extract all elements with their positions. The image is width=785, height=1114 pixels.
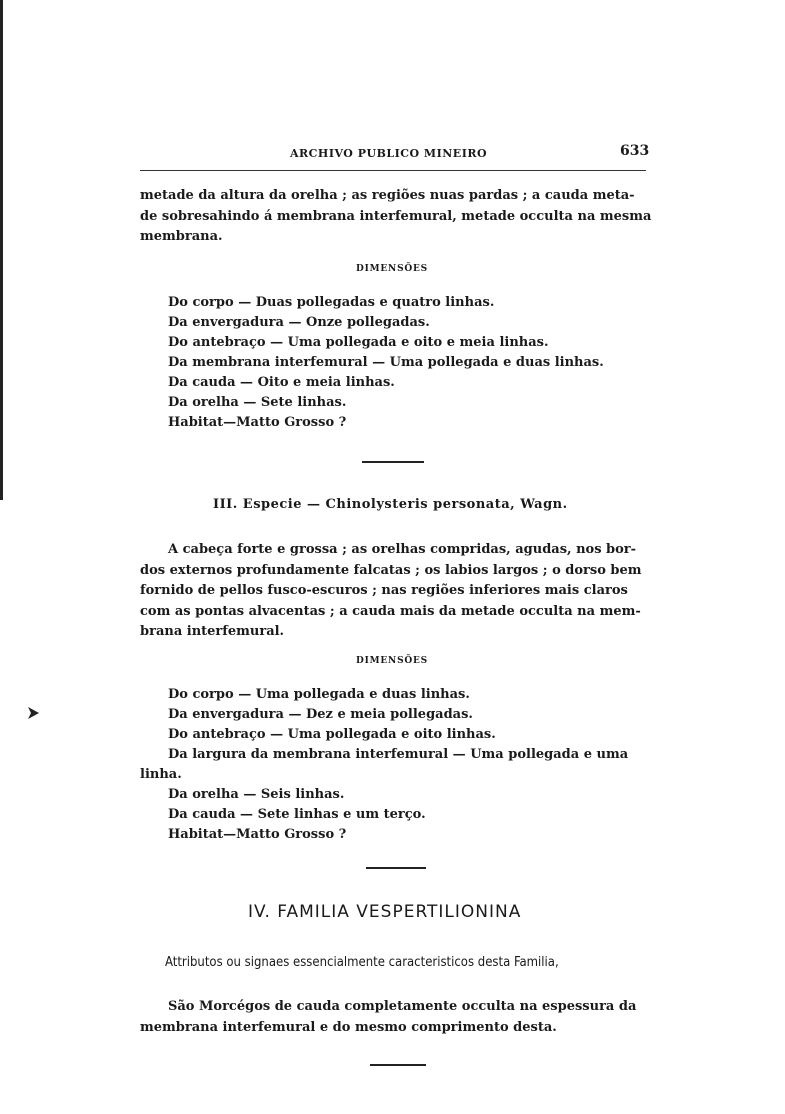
dimension-item: Do antebraço — Uma pollegada e oito linhas.: [168, 727, 496, 742]
dimension-item: Da cauda — Oito e meia linhas.: [168, 375, 395, 390]
text-line: metade da altura da orelha ; as regiões nuas pardas ; a cauda meta-: [140, 188, 635, 203]
text-line: com as pontas alvacentas ; a cauda mais da metade occulta na mem-: [140, 603, 641, 619]
family-subtitle: Attributos ou signaes essencialmente caracteristicos desta Familia,: [165, 955, 559, 970]
section-divider: [362, 461, 424, 463]
dimensions-heading: DIMENSÕES: [356, 264, 428, 274]
dimension-item: Da cauda — Sete linhas e um terço.: [168, 807, 426, 822]
text-line: membrana interfemural e do mesmo comprimento desta.: [140, 1019, 557, 1035]
paragraph-description-2: [140, 540, 646, 643]
header-rule: [140, 170, 646, 171]
page-number: 633: [620, 143, 650, 159]
text-line: brana interfemural.: [140, 624, 285, 639]
text-line: A cabeça forte e grossa ; as orelhas compridas, agudas, nos bor-: [168, 542, 637, 557]
habitat-line: Habitat—Matto Grosso ?: [168, 415, 347, 430]
species-title: III. Especie — Chinolysteris personata, Wagn.: [213, 497, 568, 512]
dimension-item-continuation: linha.: [140, 767, 182, 782]
habitat-line: Habitat—Matto Grosso ?: [168, 827, 347, 842]
dimension-item: Do antebraço — Uma pollegada e oito e meia linhas.: [168, 335, 549, 350]
dimensions-heading: DIMENSÕES: [356, 656, 428, 666]
family-title: IV. FAMILIA VESPERTILIONINA: [248, 902, 522, 922]
text-line: São Morcégos de cauda completamente occulta na espessura da: [168, 999, 637, 1014]
text-line: membrana.: [140, 229, 223, 244]
text-line: dos externos profundamente falcatas ; os labios largos ; o dorso bem: [140, 562, 642, 578]
scan-edge: [0, 0, 3, 500]
dimension-item: Do corpo — Duas pollegadas e quatro linhas.: [168, 295, 495, 310]
running-header: ARCHIVO PUBLICO MINEIRO: [290, 147, 488, 160]
dimension-item: Da orelha — Seis linhas.: [168, 787, 345, 802]
arrow-marker-icon: [27, 705, 41, 721]
section-divider: [366, 867, 426, 869]
dimension-item: Da envergadura — Onze pollegadas.: [168, 315, 430, 330]
text-line: fornido de pellos fusco-escuros ; nas regiões inferiores mais claros: [140, 583, 628, 598]
paragraph-family-description: [140, 997, 646, 1038]
dimension-item: Da orelha — Sete linhas.: [168, 395, 347, 410]
paragraph-description-1: [140, 186, 652, 248]
section-divider: [370, 1064, 426, 1066]
dimension-item: Da membrana interfemural — Uma pollegada e duas linhas.: [168, 355, 604, 370]
dimension-item: Da envergadura — Dez e meia pollegadas.: [168, 707, 473, 722]
dimension-item: Do corpo — Uma pollegada e duas linhas.: [168, 687, 470, 702]
text-line: de sobresahindo á membrana interfemural, metade occulta na mesma: [140, 208, 652, 224]
dimension-item: Da largura da membrana interfemural — Uma pollegada e uma: [168, 747, 629, 762]
